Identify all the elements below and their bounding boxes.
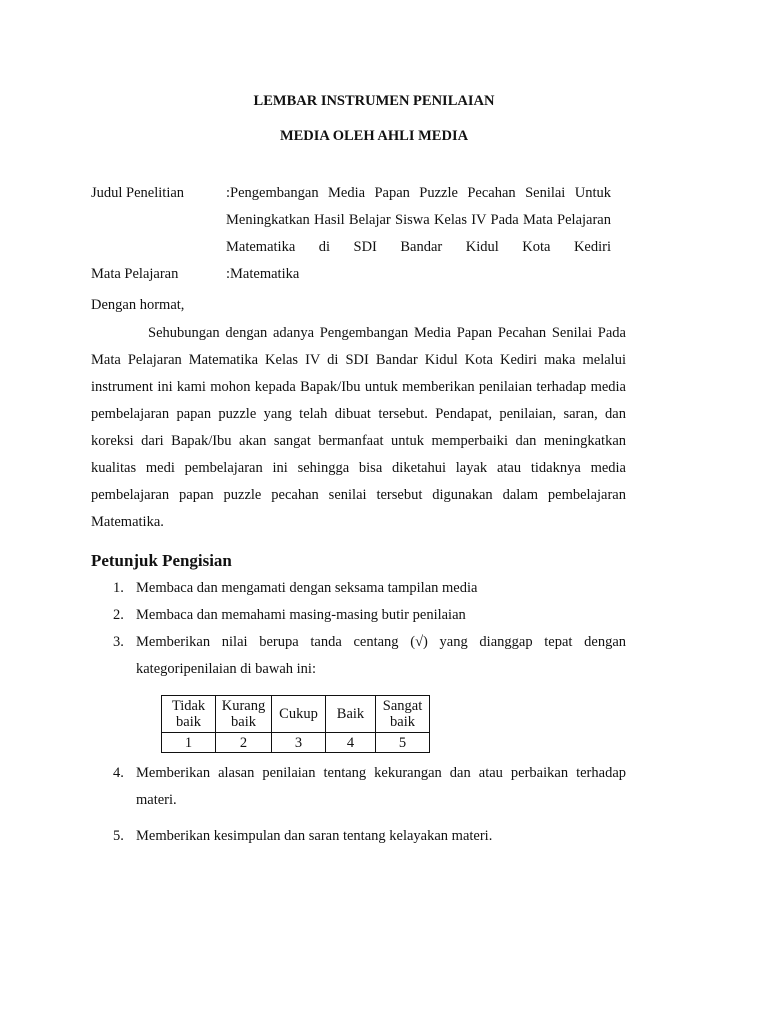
intro-text: Sehubungan dengan adanya Pengembangan Media Papan Pecahan Senilai Pada Mata Pelajaran Matematika Kelas IV di SDI Bandar Kidul Kota Kediri maka melalui instrument ini kami mohon kepada Bapak/Ibu untuk memberikan penilaian terhadap media pembelajaran papan puzzle yang telah dibuat tersebut. Pendapat, penilaian, saran, dan koreksi dari Bapak/Ibu akan sangat bermanfaat untuk memperbaiki dan meningkatkan kualitas medi pembelajaran ini sehingga bisa diketahui layak atau tidaknya media pembelajaran papan puzzle pecahan senilai tersebut digunakan dalam pembelajaran Matematika. xyxy=(91,325,626,530)
table-row xyxy=(162,733,430,753)
list-item xyxy=(113,629,626,683)
table-cell: Sangat baik xyxy=(376,696,430,733)
list-item xyxy=(113,602,626,629)
research-title-value: :Pengembangan Media Papan Puzzle Pecahan Senilai Untuk Meningkatkan Hasil Belajar Siswa Kelas IV Pada Mata Pelajaran Matematika di SDI Bandar Kidul Kota Kediri xyxy=(226,185,611,255)
document-title: LEMBAR INSTRUMEN PENILAIAN xyxy=(253,93,495,109)
subject-value: :Matematika xyxy=(226,266,300,282)
table-cell: 3 xyxy=(272,733,326,753)
table-cell: 5 xyxy=(376,733,430,753)
research-title-label: Judul Penelitian xyxy=(91,185,185,201)
table-cell: Cukup xyxy=(272,696,326,733)
table-cell: 4 xyxy=(326,733,376,753)
intro-paragraph xyxy=(91,320,626,536)
table-cell: Baik xyxy=(326,696,376,733)
greeting: Dengan hormat, xyxy=(91,297,185,313)
list-item xyxy=(113,575,626,602)
table-row xyxy=(162,696,430,733)
instructions-heading: Petunjuk Pengisian xyxy=(91,551,232,570)
list-item xyxy=(113,823,626,850)
list-text: Memberikan alasan penilaian tentang kekurangan dan atau perbaikan terhadap materi. xyxy=(136,765,626,808)
list-number: 2. xyxy=(113,607,124,623)
document-subtitle: MEDIA OLEH AHLI MEDIA xyxy=(279,128,469,144)
subject-label: Mata Pelajaran xyxy=(91,266,179,282)
list-number: 3. xyxy=(113,634,124,650)
list-number: 4. xyxy=(113,765,124,781)
list-number: 1. xyxy=(113,580,124,596)
rating-scale-table xyxy=(161,695,430,753)
list-text: Memberikan kesimpulan dan saran tentang kelayakan materi. xyxy=(136,828,493,844)
list-number: 5. xyxy=(113,828,124,844)
table-cell: 2 xyxy=(216,733,272,753)
list-item xyxy=(113,760,626,814)
list-text: Membaca dan memahami masing-masing butir penilaian xyxy=(136,607,466,623)
table-cell: 1 xyxy=(162,733,216,753)
list-text: Membaca dan mengamati dengan seksama tampilan media xyxy=(136,580,478,596)
table-cell: Tidak baik xyxy=(162,696,216,733)
list-text: Memberikan nilai berupa tanda centang (√) yang dianggap tepat dengan kategoripenilaian di bawah ini: xyxy=(136,634,626,677)
table-cell: Kurang baik xyxy=(216,696,272,733)
